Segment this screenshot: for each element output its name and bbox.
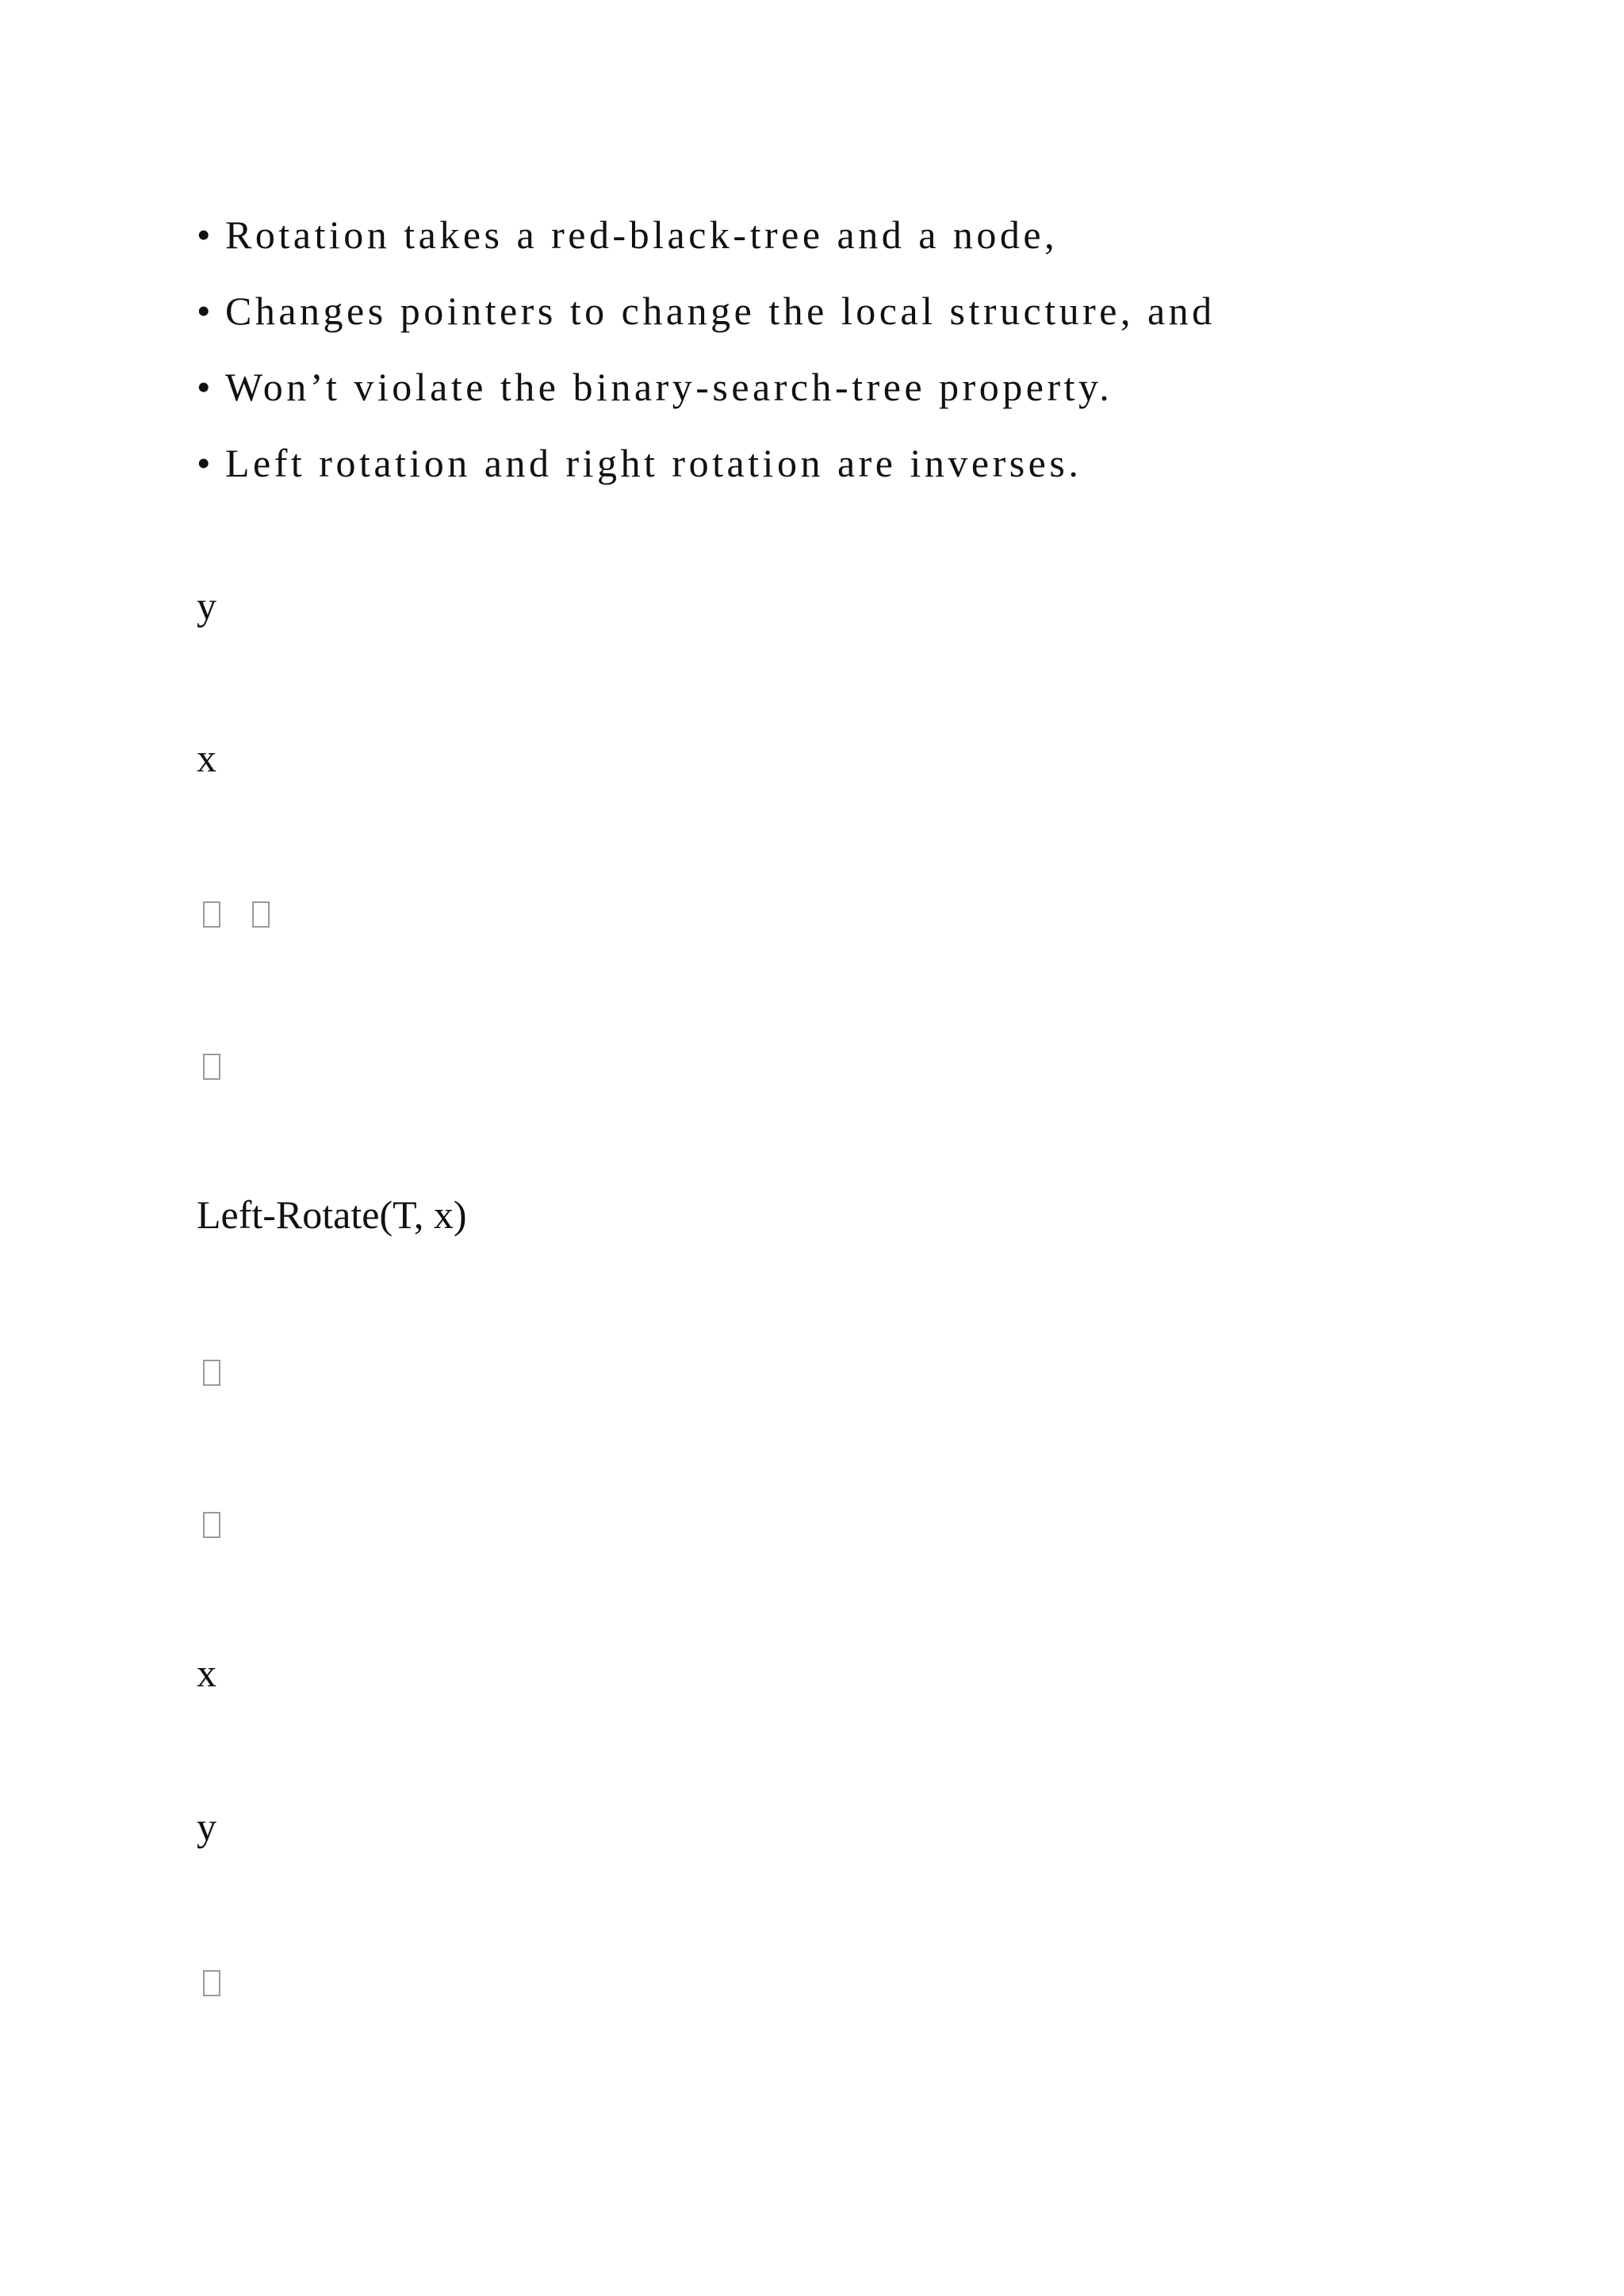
missing-glyph-row <box>197 1345 220 1392</box>
missing-glyph-icon <box>203 1512 220 1538</box>
missing-glyph-icon <box>203 901 220 928</box>
bullet-item <box>197 197 1216 273</box>
bullet-text: Changes pointers to change the local structure, and <box>225 289 1216 333</box>
function-call-label: Left-Rotate(T, x) <box>197 1192 467 1237</box>
missing-glyph-row <box>197 1955 220 2003</box>
bullet-item <box>197 349 1216 425</box>
missing-glyph-row <box>197 886 270 934</box>
bullet-item <box>197 273 1216 349</box>
bullet-mark: • <box>197 212 215 257</box>
bullet-text: Won’t violate the binary-search-tree property. <box>225 365 1113 409</box>
missing-glyph-icon <box>203 1360 220 1386</box>
missing-glyph-row <box>197 1039 220 1086</box>
bullet-mark: • <box>197 441 215 485</box>
bullet-mark: • <box>197 365 215 409</box>
bullet-list <box>197 197 1216 501</box>
missing-glyph-icon <box>203 1970 220 1996</box>
node-label-x-top: x <box>197 736 216 780</box>
missing-glyph-row <box>197 1497 220 1544</box>
node-label-x-bottom: x <box>197 1651 216 1695</box>
missing-glyph-icon <box>203 1054 220 1080</box>
bullet-text: Rotation takes a red-black-tree and a node, <box>225 212 1059 257</box>
bullet-item <box>197 425 1216 501</box>
bullet-text: Left rotation and right rotation are inverses. <box>225 441 1082 485</box>
node-label-y-bottom: y <box>197 1804 216 1849</box>
bullet-mark: • <box>197 289 215 333</box>
node-label-y-top: y <box>197 584 216 628</box>
missing-glyph-icon <box>252 901 270 928</box>
